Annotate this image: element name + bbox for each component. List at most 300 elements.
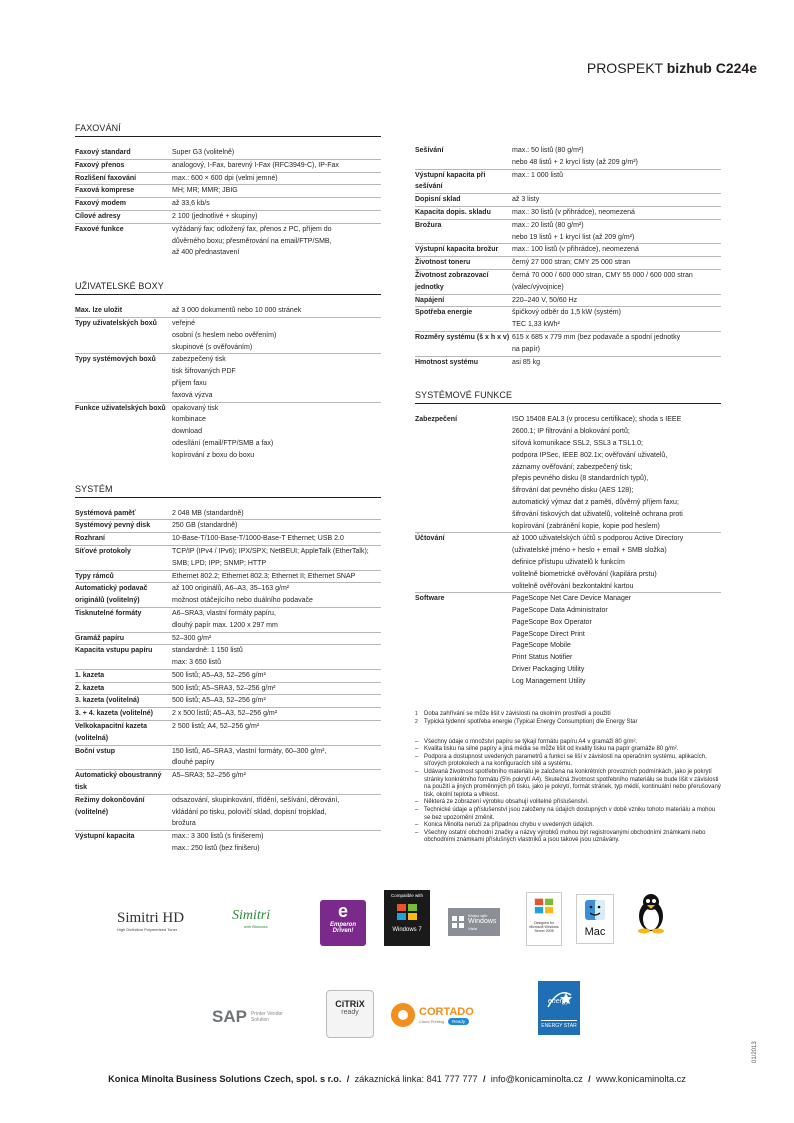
spec-label: Kapacita dopis. skladu	[415, 208, 491, 216]
spec-values	[172, 770, 381, 794]
spec-label: Faxová komprese	[75, 187, 135, 195]
spec-value: 615 x 685 x 779 mm (bez podavače a spodní jednotky	[512, 333, 681, 341]
spec-values	[172, 305, 381, 317]
note-text: Udávaná životnost spotřebního materiálu je založena na konkrétních provozních podmínkách, jako je pokrytí stránky konkrétního formátu (5% pokrytí A4). Skutečná životnost spotřebního materiálu se bude lišit v závislosti na použití a jiných proměnných při tisku, jako je pokrytí, formát stránek, typ médií, kontinuální nebo přerušovaný tisk, okolní teplota a vlhkost.	[424, 769, 721, 798]
spec-label: Typy systémových boxů	[75, 356, 156, 364]
spec-label: Napájení	[415, 296, 445, 304]
vista-line2: Windows	[468, 918, 497, 925]
note-item	[415, 754, 721, 769]
spec-value: černý 27 000 stran; CMY 25 000 stran	[512, 259, 631, 267]
spec-value: důvěrného boxu; přesměrování na email/FTP/SMB,	[172, 237, 332, 245]
note-item	[415, 807, 721, 822]
spec-label: Systémový pevný disk	[75, 522, 151, 530]
spec-label: Rozměry systému (š x h x v)	[415, 333, 510, 341]
spec-value: max.: 1 000 listů	[512, 171, 563, 179]
sap-text: SAP	[212, 1007, 247, 1026]
spec-value: brožura	[172, 820, 196, 828]
spec-label: Životnost zobrazovací jednotky	[415, 271, 489, 291]
note-item	[415, 746, 721, 754]
footnote-number: 1	[415, 710, 418, 717]
spec-values	[512, 307, 721, 331]
emperon-e-icon: e	[337, 901, 348, 921]
spec-values	[172, 746, 381, 770]
spec-label: Kapacita vstupu papíru	[75, 647, 153, 655]
left-column	[75, 123, 381, 877]
dash-icon: –	[415, 769, 419, 776]
spec-values	[172, 185, 381, 197]
dash-icon: –	[415, 738, 419, 745]
spec-row	[75, 147, 381, 159]
spec-value: osobní (s heslem nebo ověřením)	[172, 331, 277, 339]
sap-sub2: Solution	[250, 1017, 270, 1023]
spec-values	[512, 332, 721, 356]
spec-values	[172, 721, 381, 745]
spec-value: PageScope Net Care Device Manager	[512, 595, 632, 603]
spec-row	[415, 269, 721, 294]
windows-server-badge	[526, 892, 562, 946]
spec-row	[75, 669, 381, 682]
spec-row	[75, 172, 381, 185]
spec-values	[512, 533, 721, 592]
windows-flag-icon	[395, 902, 419, 922]
spec-values	[512, 593, 721, 687]
cortado-text: CORTADO	[419, 1005, 474, 1018]
spec-value: asi 85 kg	[512, 358, 541, 366]
spec-value: max.: 50 listů (80 g/m²)	[512, 147, 584, 154]
spec-values	[512, 357, 721, 369]
spec-value: 2 x 500 listů; A5–A3, 52–256 g/m²	[172, 710, 278, 718]
windows-vista-badge	[448, 908, 500, 936]
spec-label: Zabezpečení	[415, 416, 458, 424]
spec-values	[512, 220, 721, 244]
spec-label: Režimy dokončování (volitelné)	[75, 796, 145, 816]
spec-value: na papír)	[512, 345, 541, 353]
dash-icon: –	[415, 746, 419, 753]
spec-row	[415, 532, 721, 592]
spec-row	[415, 256, 721, 269]
spec-value: automatický výmaz dat z paměti, důvěrný příjem faxu;	[512, 498, 679, 506]
spec-row	[415, 294, 721, 307]
spec-label: Faxový standard	[75, 149, 131, 156]
spec-row	[75, 210, 381, 223]
spec-value: 150 listů, A6–SRA3, vlastní formáty, 60–300 g/m²,	[172, 747, 327, 755]
spec-values	[172, 354, 381, 401]
spec-value: skupinové (s ověřováním)	[172, 343, 253, 351]
spec-value: 52–300 g/m²	[172, 634, 212, 642]
citrix-text: CiTRiX	[335, 999, 365, 1009]
spec-label: Výstupní kapacita	[75, 833, 135, 841]
spec-label: Hmotnost systému	[415, 358, 479, 366]
spec-label: Cílové adresy	[75, 212, 121, 220]
spec-value: max.: 30 listů (v přihrádce), neomezená	[512, 208, 635, 216]
spec-values	[172, 224, 381, 259]
spec-value: 10-Base-T/100-Base-T/1000-Base-T Ethernet; USB 2.0	[172, 535, 344, 543]
spec-value: Super G3 (volitelně)	[172, 149, 235, 156]
spec-label: Dopisní sklad	[415, 196, 461, 204]
spec-row	[75, 682, 381, 695]
spec-value: až 3 listy	[512, 196, 540, 204]
spec-value: dlouhé papíry	[172, 759, 215, 767]
spec-values	[172, 608, 381, 632]
spec-values	[512, 244, 721, 256]
spec-value: definice přístupu uživatelů k funkcím	[512, 558, 625, 566]
spec-value: černá 70 000 / 600 000 stran, CMY 55 000 / 600 000 stran	[512, 271, 693, 279]
spec-value: Log Management Utility	[512, 677, 586, 685]
spec-value: Ethernet 802.2; Ethernet 802.3; Ethernet II; Ethernet SNAP	[172, 572, 356, 580]
spec-value: přepis pevného disku (8 standardních typů),	[512, 475, 649, 483]
spec-values	[172, 198, 381, 210]
spec-values	[172, 683, 381, 695]
spec-value: TCP/IP (IPv4 / IPv6); IPX/SPX; NetBEUI; AppleTalk (EtherTalk);	[172, 547, 369, 555]
spec-value: špičkový odběr do 1,5 kW (systém)	[512, 309, 621, 317]
spec-label: Automatický podavač originálů (volitelný)	[75, 585, 148, 605]
spec-values	[172, 160, 381, 172]
boxes-title: UŽIVATELSKÉ BOXY	[75, 281, 381, 295]
note-text: Konica Minolta neručí za případnou chybu v uvedených údajích.	[424, 822, 595, 829]
footer-company: Konica Minolta Business Solutions Czech, spol. s r.o.	[108, 1074, 342, 1084]
spec-row	[75, 607, 381, 632]
mac-finder-icon	[584, 899, 606, 921]
spec-values	[172, 583, 381, 607]
mac-text: Mac	[584, 926, 606, 938]
spec-values	[172, 147, 381, 159]
spec-row	[415, 592, 721, 687]
footer-email[interactable]: info@konicaminolta.cz	[490, 1074, 583, 1084]
spec-value: PageScope Data Administrator	[512, 607, 608, 615]
spec-row	[415, 414, 721, 532]
header-model: bizhub C224e	[666, 60, 757, 76]
sysfunc-table	[415, 414, 721, 687]
spec-value: vkládání po tisku, polovičí sklad, dopisní trojsklad,	[172, 808, 327, 816]
win7-bottom-text: Windows 7	[392, 927, 422, 933]
simitri-logo	[232, 908, 292, 929]
spec-label: Výstupní kapacita brožur	[415, 246, 499, 254]
spec-values	[512, 145, 721, 169]
spec-value: vyžádaný fax; odložený fax, přenos z PC, příjem do	[172, 225, 332, 233]
spec-label: Faxový přenos	[75, 161, 125, 169]
dash-icon: –	[415, 829, 419, 836]
spec-values	[512, 257, 721, 269]
spec-value: kopírování z boxu do boxu	[172, 451, 255, 459]
spec-row	[415, 331, 721, 356]
designed-for-text: Designed for	[534, 921, 554, 925]
spec-row	[415, 206, 721, 219]
spec-value: (válec/vývojnice)	[512, 283, 564, 291]
spec-value: odsazování, skupinkování, třídění, sešívání, děrování,	[172, 796, 340, 804]
spec-row	[75, 159, 381, 172]
cortado-sub: Cloud Printing	[419, 1018, 445, 1024]
spec-value: volitelně biometrické ověřování (kapilára prstu)	[512, 570, 657, 578]
spec-row	[415, 169, 721, 194]
footnotes	[415, 710, 721, 727]
simitri-hd-logo	[117, 910, 197, 932]
spec-row	[75, 644, 381, 669]
server-text: Microsoft Windows Server 2008	[529, 925, 559, 933]
page-header	[0, 60, 757, 76]
spec-row	[75, 532, 381, 545]
linux-tux-icon	[636, 892, 666, 939]
spec-value: max.: 3 300 listů (s finišerem)	[172, 833, 264, 841]
spec-label: 1. kazeta	[75, 671, 105, 679]
spec-label: Síťové protokoly	[75, 547, 131, 555]
energy-star-icon	[544, 985, 574, 1015]
spec-value: (uživatelské jméno + heslo + email + SMB složka)	[512, 547, 667, 555]
spec-value: 250 GB (standardně)	[172, 522, 238, 530]
spec-label: Typy uživatelských boxů	[75, 319, 157, 327]
spec-value: 500 listů; A5–SRA3, 52–256 g/m²	[172, 684, 276, 692]
spec-values	[172, 546, 381, 570]
spec-value: max.: 250 listů (bez finišeru)	[172, 845, 260, 853]
page-footer	[0, 1074, 794, 1084]
spec-row	[75, 508, 381, 520]
spec-label: Max. lze uložit	[75, 307, 123, 315]
spec-values	[512, 207, 721, 219]
cortado-swirl-icon	[390, 1002, 416, 1028]
spec-label: Systémová paměť	[75, 509, 136, 517]
spec-values	[172, 571, 381, 583]
spec-row	[75, 317, 381, 353]
spec-label: Rozhraní	[75, 535, 105, 543]
spec-row	[75, 694, 381, 707]
spec-values	[172, 670, 381, 682]
spec-value: download	[172, 428, 202, 436]
energy-star-script: energy	[548, 998, 570, 1005]
spec-row	[75, 570, 381, 583]
spec-label: Boční vstup	[75, 747, 116, 755]
spec-row	[75, 707, 381, 720]
spec-value: šifrování tiskových dat uživatelů, volitelně ochrana proti	[512, 510, 683, 518]
spec-value: nebo 19 listů + 1 krycí list (až 209 g/m²)	[512, 233, 635, 241]
note-text: Všechny údaje o množství papíru se týkají formátu papíru A4 v gramáži 80 g/m².	[424, 738, 638, 745]
note-text: Některá ze zobrazení výrobku obsahují volitelné příslušenství.	[424, 799, 589, 806]
spec-value: veřejné	[172, 319, 195, 327]
spec-value: kopírování (zabránění kopie, kopie pod heslem)	[512, 522, 660, 530]
spec-value: podpora IPSec, IEEE 802.1x; ověřování uživatelů,	[512, 451, 668, 459]
spec-value: příjem faxu	[172, 379, 207, 387]
spec-label: Gramáž papíru	[75, 634, 125, 642]
spec-value: až 400 přednastavení	[172, 249, 240, 257]
note-item	[415, 769, 721, 799]
spec-value: max: 3 650 listů	[172, 659, 222, 667]
fax-title: FAXOVÁNÍ	[75, 123, 381, 137]
spec-values	[512, 270, 721, 294]
spec-row	[75, 632, 381, 645]
tux-icon	[636, 892, 666, 934]
spec-row	[415, 193, 721, 206]
spec-row	[75, 769, 381, 794]
spec-label: Tisknutelné formáty	[75, 609, 142, 617]
spec-row	[75, 184, 381, 197]
spec-value: PageScope Mobile	[512, 642, 571, 650]
separator-slash-icon: /	[588, 1074, 591, 1084]
spec-values	[512, 170, 721, 194]
finishing-table	[415, 145, 721, 368]
spec-value: 2600.1; IP filtrování a blokování portů;	[512, 428, 630, 436]
windows-flag-icon	[451, 915, 465, 929]
spec-value: 500 listů; A5–A3, 52–256 g/m²	[172, 697, 266, 705]
spec-row	[75, 305, 381, 317]
spec-value: tisk šifrovaných PDF	[172, 368, 236, 376]
energy-star-text: ENERGY STAR	[541, 1020, 577, 1029]
spec-value: standardně: 1 150 listů	[172, 647, 243, 655]
spec-row	[415, 356, 721, 369]
footer-web[interactable]: www.konicaminolta.cz	[595, 1074, 686, 1084]
dash-icon: –	[415, 822, 419, 829]
spec-value: TEC 1,33 kWh²	[512, 321, 560, 329]
mac-badge	[576, 894, 614, 944]
dash-icon: –	[415, 799, 419, 806]
vista-line1: Works with	[468, 913, 488, 918]
spec-value: max.: 100 listů (v přihrádce), neomezená	[512, 246, 639, 254]
spec-value: ISO 15408 EAL3 (v procesu certifikace); shoda s IEEE	[512, 416, 682, 424]
win7-top-text: Compatible with	[390, 893, 423, 898]
spec-values	[172, 708, 381, 720]
spec-label: Účtování	[415, 535, 445, 543]
simitri-sub: with Biomass	[244, 924, 268, 929]
document-code: 01/2013	[752, 1041, 758, 1063]
spec-value: PageScope Box Operator	[512, 618, 592, 626]
note-item	[415, 799, 721, 807]
spec-values	[512, 194, 721, 206]
spec-label: Automatický oboustranný tisk	[75, 772, 162, 792]
spec-value: odesílání (email/FTP/SMB a fax)	[172, 439, 274, 447]
spec-value: opakovaný tisk	[172, 404, 219, 412]
sysfunc-section	[415, 390, 721, 687]
spec-values	[512, 295, 721, 307]
simitri-text: Simitri	[232, 908, 271, 923]
spec-value: dlouhý papír max. 1200 x 297 mm	[172, 621, 278, 629]
finishing-section	[415, 145, 721, 368]
simitri-hd-text: Simitri HD	[117, 910, 185, 926]
fax-section	[75, 123, 381, 259]
spec-value: možnost otáčejícího nebo duálního podavače	[172, 597, 313, 605]
spec-values	[172, 645, 381, 669]
spec-values	[172, 508, 381, 520]
simitri-hd-sub: High Definition Polymerised Toner	[117, 927, 178, 932]
spec-value: záznamy ověřování; zabezpečený tisk;	[512, 463, 633, 471]
citrix-sub: ready	[341, 1009, 359, 1016]
boxes-table	[75, 305, 381, 461]
spec-label: Rozlišení faxování	[75, 174, 137, 182]
note-item	[415, 830, 721, 845]
spec-value: síťová komunikace SSL2, SSL3 a TSL1.0;	[512, 439, 643, 447]
footnote-text: Doba zahřívání se může lišit v závislosti na okolním prostředí a použití	[424, 710, 611, 717]
spec-label: Životnost toneru	[415, 259, 471, 267]
spec-row	[75, 223, 381, 259]
spec-value: SMB; LPD; IPP; SNMP; HTTP	[172, 559, 267, 567]
spec-value: 500 listů; A5–A3, 52–256 g/m²	[172, 671, 266, 679]
windows-flag-icon	[533, 896, 555, 916]
system-title: SYSTÉM	[75, 484, 381, 498]
logo-row-1	[112, 890, 672, 950]
system-table	[75, 508, 381, 855]
spec-value: A5–SRA3; 52–256 g/m²	[172, 772, 246, 780]
spec-row	[415, 306, 721, 331]
sysfunc-title: SYSTÉMOVÉ FUNKCE	[415, 390, 721, 404]
spec-values	[172, 403, 381, 462]
spec-label: Brožura	[415, 221, 442, 229]
spec-values	[172, 533, 381, 545]
spec-value: 2 100 (jednotlivé + skupiny)	[172, 212, 258, 220]
dash-icon: –	[415, 807, 419, 814]
footnote	[415, 710, 721, 719]
spec-label: Sešívání	[415, 147, 444, 154]
header-prefix: PROSPEKT	[586, 60, 663, 76]
spec-label: 2. kazeta	[75, 684, 105, 692]
spec-row	[75, 545, 381, 570]
cortado-ready-badge: Ready	[448, 1018, 469, 1025]
sap-logo	[212, 1007, 283, 1027]
dash-icon: –	[415, 753, 419, 760]
separator-slash-icon: /	[346, 1074, 350, 1084]
spec-label: Typy rámců	[75, 572, 114, 580]
note-text: Podpora a dostupnost uvedených parametrů a funkcí se liší v závislosti na operačním systému, aplikacích, síťových protokolech a na konfiguracích sítě a systému.	[424, 753, 707, 768]
fax-table	[75, 147, 381, 259]
footnote	[415, 718, 721, 727]
spec-value: až 1000 uživatelských účtů s podporou Active Directory	[512, 535, 684, 543]
emperon-logo	[320, 900, 366, 946]
emperon-line1: Emperon	[329, 922, 356, 928]
spec-value: MH; MR; MMR; JBIG	[172, 187, 238, 195]
note-item	[415, 822, 721, 830]
spec-row	[75, 830, 381, 855]
spec-label: Velkokapacitní kazeta (volitelná)	[75, 723, 147, 742]
spec-values	[172, 633, 381, 645]
spec-label: Software	[415, 595, 445, 603]
spec-value: až 3 000 dokumentů nebo 10 000 stránek	[172, 307, 302, 315]
spec-values	[172, 318, 381, 353]
spec-value: 2 500 listů; A4, 52–256 g/m²	[172, 723, 260, 731]
spec-value: Driver Packaging Utility	[512, 666, 585, 674]
spec-value: kombinace	[172, 416, 206, 424]
spec-values	[172, 520, 381, 532]
spec-value: až 100 originálů, A6–A3, 35–163 g/m²	[172, 585, 290, 593]
spec-value: šifrování dat pevného disku (AES 128);	[512, 487, 634, 495]
spec-label: Funkce uživatelských boxů	[75, 404, 166, 412]
spec-value: 220–240 V, 50/60 Hz	[512, 296, 578, 304]
spec-values	[172, 173, 381, 185]
spec-row	[75, 353, 381, 401]
spec-row	[415, 219, 721, 244]
spec-row	[415, 243, 721, 256]
spec-values	[172, 211, 381, 223]
spec-value: 2 048 MB (standardně)	[172, 509, 244, 517]
spec-row	[75, 519, 381, 532]
spec-value: nebo 48 listů + 2 krycí listy (až 209 g/m²)	[512, 158, 638, 166]
spec-value: až 33,6 kb/s	[172, 200, 210, 208]
spec-label: 3. kazeta (volitelná)	[75, 697, 140, 705]
emperon-line2: Driven!	[332, 928, 354, 934]
energy-star-badge	[538, 981, 580, 1035]
spec-label: Spotřeba energie	[415, 309, 473, 317]
spec-row	[75, 402, 381, 462]
vista-line3: Vista	[468, 926, 477, 931]
boxes-section	[75, 281, 381, 461]
spec-value: faxová výzva	[172, 391, 213, 399]
spec-value: zabezpečený tisk	[172, 356, 226, 364]
spec-label: Výstupní kapacita při sešívání	[415, 171, 486, 191]
spec-value: volitelně ověřování bezkontaktní kartou	[512, 582, 634, 590]
spec-label: Faxový modem	[75, 200, 126, 208]
notes-list	[415, 739, 721, 845]
note-text: Všechny ostatní obchodní značky a názvy výrobků mohou být registrovanými obchodními známkami nebo obchodními známkami příslušných vlastníků a jsou takové jsou uznávány.	[424, 829, 706, 844]
spec-value: Print Status Notifier	[512, 654, 573, 662]
spec-row	[75, 582, 381, 607]
footer-hotline: zákaznická linka: 841 777 777	[354, 1074, 478, 1084]
logo-row-2	[210, 995, 610, 1055]
separator-slash-icon: /	[482, 1074, 486, 1084]
spec-value: A6–SRA3, vlastní formáty papíru,	[172, 609, 276, 617]
